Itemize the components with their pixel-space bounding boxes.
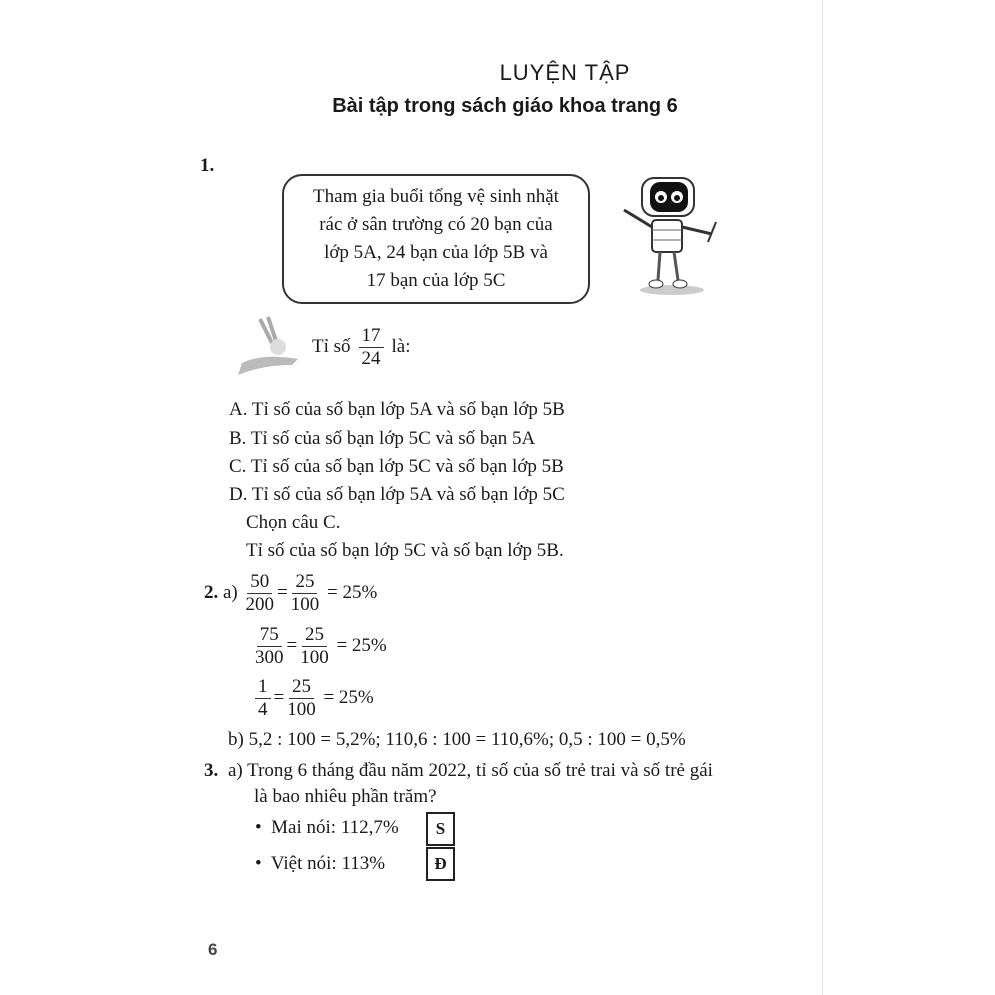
denominator: 300 bbox=[255, 646, 284, 668]
bullet-item-mai: • Mai nói: 112,7% bbox=[255, 817, 399, 838]
speech-box bbox=[282, 174, 590, 304]
page-number: 6 bbox=[208, 940, 218, 959]
equals: = bbox=[273, 687, 285, 709]
numerator: 25 bbox=[292, 571, 317, 594]
denominator: 100 bbox=[300, 646, 329, 668]
denominator: 4 bbox=[258, 698, 268, 720]
numerator: 25 bbox=[302, 624, 327, 647]
fraction bbox=[291, 571, 320, 616]
fraction bbox=[300, 624, 329, 669]
question-suffix: là: bbox=[391, 336, 411, 358]
numerator: 17 bbox=[359, 325, 384, 348]
exercise-2a-row-2 bbox=[252, 624, 387, 669]
box-line: rác ở sân trường có 20 bạn của bbox=[319, 214, 553, 235]
result: = 25% bbox=[336, 635, 387, 657]
option-a: A. Tỉ số của số bạn lớp 5A và số bạn lớp 5B bbox=[229, 399, 565, 420]
numerator: 50 bbox=[247, 571, 272, 594]
fraction bbox=[255, 624, 284, 669]
page-edge bbox=[822, 0, 823, 995]
box-line: 17 bạn của lớp 5C bbox=[366, 270, 506, 291]
numerator: 25 bbox=[289, 676, 314, 699]
box-line: Tham gia buổi tổng vệ sinh nhặt bbox=[313, 186, 559, 207]
denominator: 24 bbox=[361, 347, 381, 369]
option-b: B. Tỉ số của số bạn lớp 5C và số bạn 5A bbox=[229, 428, 536, 449]
denominator: 200 bbox=[245, 593, 275, 615]
bullet-item-viet: • Việt nói: 113% bbox=[255, 853, 386, 874]
fraction bbox=[255, 676, 271, 721]
bullet-text: Việt nói: 113% bbox=[270, 853, 386, 874]
equals: = bbox=[277, 582, 288, 604]
exercise-2a-row-3 bbox=[252, 676, 374, 721]
exercise-3a-line-2: là bao nhiêu phần trăm? bbox=[254, 786, 437, 807]
numerator: 1 bbox=[255, 676, 271, 699]
exercise-3-number: 3. bbox=[204, 760, 219, 781]
result: = 25% bbox=[326, 582, 378, 604]
box-line: lớp 5A, 24 bạn của lớp 5B và bbox=[324, 242, 548, 263]
equals: = bbox=[286, 635, 298, 657]
exercise-2b: b) 5,2 : 100 = 5,2%; 110,6 : 100 = 110,6%; 0,5 : 100 = 0,5% bbox=[228, 729, 686, 750]
fraction bbox=[246, 571, 275, 616]
fraction-17-24 bbox=[359, 325, 384, 370]
section-subtitle: Bài tập trong sách giáo khoa trang 6 bbox=[332, 95, 678, 117]
numerator: 75 bbox=[257, 624, 282, 647]
denominator: 100 bbox=[287, 698, 316, 720]
answer: Chọn câu C. bbox=[246, 512, 341, 533]
exercise-1-number: 1. bbox=[200, 155, 215, 176]
mark-box-d: Đ bbox=[426, 847, 455, 881]
exercise-2-number: 2. bbox=[204, 582, 219, 604]
denominator: 100 bbox=[290, 593, 320, 615]
option-d: D. Tỉ số của số bạn lớp 5A và số bạn lớp 5C bbox=[229, 484, 565, 505]
result: = 25% bbox=[323, 687, 374, 709]
rabbit-illustration bbox=[232, 315, 302, 380]
bullet-text: Mai nói: 112,7% bbox=[271, 817, 399, 838]
fraction bbox=[287, 676, 316, 721]
question-prefix: Tỉ số bbox=[312, 336, 351, 358]
exercise-3a-line-1: a) Trong 6 tháng đầu năm 2022, tỉ số của số trẻ trai và số trẻ gái bbox=[228, 760, 713, 781]
option-c: C. Tỉ số của số bạn lớp 5C và số bạn lớp 5B bbox=[229, 456, 564, 477]
robot-illustration bbox=[612, 172, 732, 302]
explanation: Tỉ số của số bạn lớp 5C và số bạn lớp 5B. bbox=[246, 540, 564, 561]
ratio-question bbox=[312, 325, 411, 370]
mark-box-s: S bbox=[426, 812, 455, 846]
section-title: LUYỆN TẬP bbox=[499, 60, 631, 85]
part-a-label: a) bbox=[223, 582, 238, 604]
exercise-2a-row-1 bbox=[204, 571, 377, 616]
